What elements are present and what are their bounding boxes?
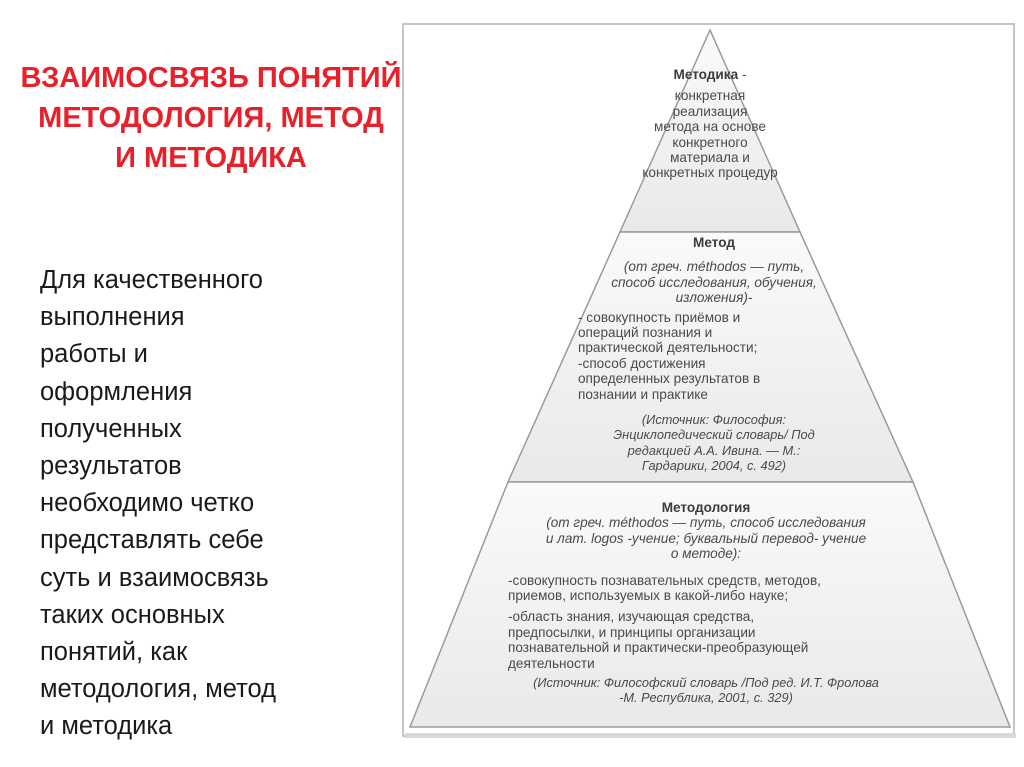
tier-def-line: -область знания, изучающая средства, bbox=[508, 609, 755, 625]
body-line: результатов bbox=[40, 452, 182, 481]
tier-line: материала и bbox=[670, 150, 750, 166]
tier-line: конкретного bbox=[672, 134, 748, 150]
tier-source-line: -М. Республика, 2001, с. 329) bbox=[619, 690, 793, 706]
tier-etym-line: способ исследования, обучения, bbox=[611, 274, 817, 290]
tier-line: реализация bbox=[672, 103, 748, 119]
body-line: методология, метод bbox=[40, 675, 277, 704]
tier-def-line: познавательной и практически-преобразующей bbox=[508, 640, 809, 656]
tier-def-line: -совокупность познавательных средств, методов, bbox=[508, 572, 821, 588]
tier-source-line: Энциклопедический словарь/ Под bbox=[613, 427, 815, 443]
body-line: оформления bbox=[40, 377, 193, 406]
tier-def-line: деятельности bbox=[508, 655, 595, 671]
title-line: МЕТОДОЛОГИЯ, МЕТОД bbox=[38, 102, 384, 134]
tier-etym-line: и лат. logos -учение; буквальный перевод- учение bbox=[545, 530, 867, 546]
tier-heading-suffix: - bbox=[738, 67, 747, 82]
tier-def-line: познании и практике bbox=[578, 386, 708, 402]
tier-def-line: определенных результатов в bbox=[578, 371, 761, 387]
body-line: полученных bbox=[40, 414, 182, 443]
body-line: суть и взаимосвязь bbox=[40, 563, 269, 592]
tier-source-line: редакцией А.А. Ивина. — М.: bbox=[627, 442, 801, 458]
body-line: понятий, как bbox=[40, 638, 188, 667]
tier-metod bbox=[574, 235, 854, 474]
body-line: Для качественного bbox=[40, 266, 263, 294]
title-line: ВЗАИМОСВЯЗЬ ПОНЯТИЙ bbox=[20, 62, 402, 94]
tier-def-line: операций познания и bbox=[578, 325, 713, 341]
tier-etym-line: (от греч. méthodos — путь, bbox=[623, 259, 805, 275]
tier-etym-line: о методе): bbox=[670, 546, 742, 562]
body-line: и методика bbox=[40, 712, 173, 741]
frame-shadow bbox=[405, 733, 1016, 738]
tier-def-line: практической деятельности; bbox=[578, 340, 758, 356]
body-line: выполнения bbox=[40, 303, 185, 332]
tier-etym-line: изложения)- bbox=[675, 290, 753, 306]
tier-heading: Методология bbox=[661, 500, 751, 515]
body-line: таких основных bbox=[40, 600, 225, 629]
body-line: необходимо четко bbox=[40, 489, 255, 518]
tier-source-line: (Источник: Философский словарь /Под ред. И.Т. Фролова bbox=[533, 675, 879, 691]
tier-metodologiya bbox=[496, 500, 916, 706]
tier-source-line: Гардарики, 2004, с. 492) bbox=[641, 458, 787, 474]
tier-heading: Метод bbox=[693, 235, 735, 250]
body-line: представлять себе bbox=[40, 526, 264, 555]
tier-def-line: предпосылки, и принципы организации bbox=[508, 624, 756, 640]
tier-line: конкретная bbox=[674, 88, 746, 104]
tier-def-line: - совокупность приёмов и bbox=[578, 309, 741, 325]
tier-etym-line: (от греч. méthodos — путь, способ исследования bbox=[546, 515, 866, 531]
tier-def-line: приемов, используемых в какой-либо науке; bbox=[508, 588, 789, 604]
body-line: работы и bbox=[40, 340, 148, 369]
tier-heading: Методика bbox=[673, 67, 739, 82]
tier-source-line: (Источник: Философия: bbox=[641, 412, 787, 428]
tier-def-line: -способ достижения bbox=[578, 355, 706, 371]
tier-line: метода на основе bbox=[654, 119, 766, 135]
tier-line: конкретных процедур bbox=[642, 165, 778, 181]
tier-metodika bbox=[600, 67, 820, 181]
title-line: И МЕТОДИКА bbox=[115, 142, 307, 174]
